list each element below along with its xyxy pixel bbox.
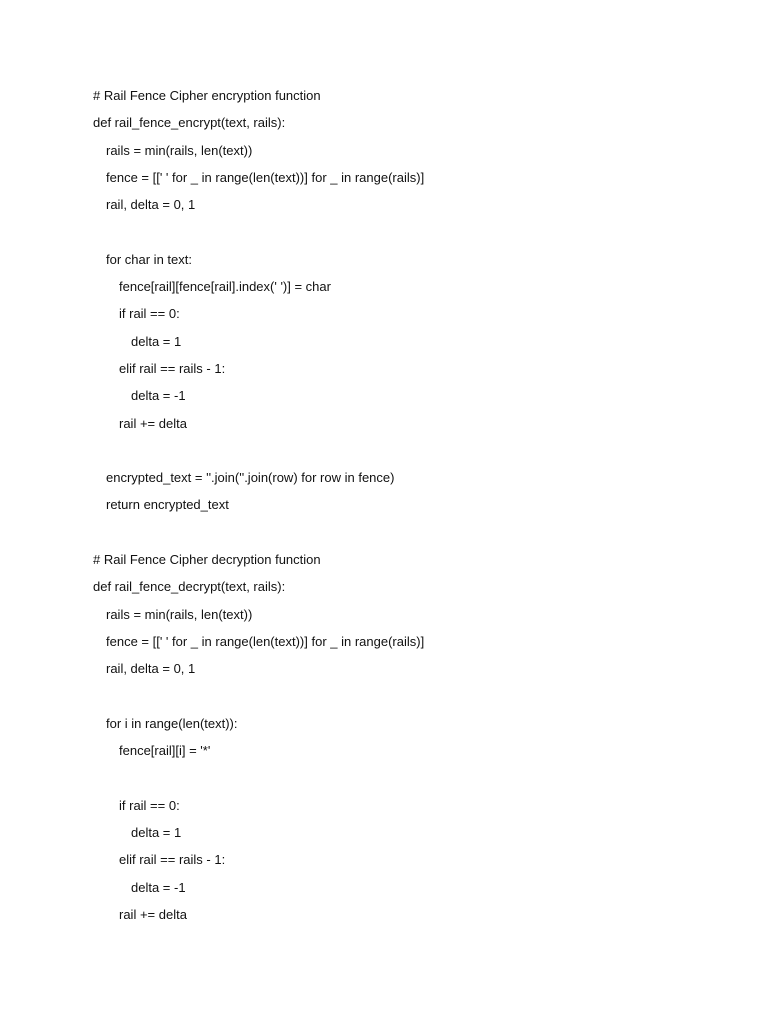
code-line [93, 440, 733, 467]
code-line [93, 522, 733, 549]
code-line: if rail == 0: [119, 797, 180, 813]
code-line: rail += delta [119, 415, 187, 431]
code-line: rails = min(rails, len(text)) [106, 606, 253, 622]
code-line: return encrypted_text [106, 497, 229, 513]
code-line [93, 686, 733, 713]
code-line: rail, delta = 0, 1 [106, 661, 196, 677]
code-line: rails = min(rails, len(text)) [106, 142, 253, 158]
code-line: elif rail == rails - 1: [119, 852, 226, 868]
code-line: fence = [[' ' for _ in range(len(text))] for _ in range(rails)] [106, 633, 425, 649]
code-line: fence = [[' ' for _ in range(len(text))] for _ in range(rails)] [106, 169, 425, 185]
code-line: encrypted_text = ''.join(''.join(row) for row in fence) [106, 470, 395, 486]
code-line: delta = 1 [131, 333, 182, 349]
code-line: # Rail Fence Cipher encryption function [93, 88, 321, 103]
code-line: elif rail == rails - 1: [119, 360, 226, 376]
code-line: # Rail Fence Cipher decryption function [93, 552, 321, 568]
code-line: delta = -1 [131, 388, 186, 404]
code-line: for i in range(len(text)): [106, 715, 238, 731]
code-listing [93, 85, 733, 931]
code-line: delta = 1 [131, 825, 182, 841]
code-line: delta = -1 [131, 879, 186, 895]
code-line: fence[rail][i] = '*' [119, 743, 211, 759]
code-line [93, 221, 733, 248]
code-line: def rail_fence_encrypt(text, rails): [93, 115, 286, 131]
code-line: for char in text: [106, 251, 192, 267]
code-line: rail, delta = 0, 1 [106, 197, 196, 213]
code-line: if rail == 0: [119, 306, 180, 322]
code-line: fence[rail][fence[rail].index(' ')] = char [119, 279, 331, 295]
code-line [93, 767, 733, 794]
code-line: def rail_fence_decrypt(text, rails): [93, 579, 286, 595]
code-line: rail += delta [119, 906, 187, 922]
